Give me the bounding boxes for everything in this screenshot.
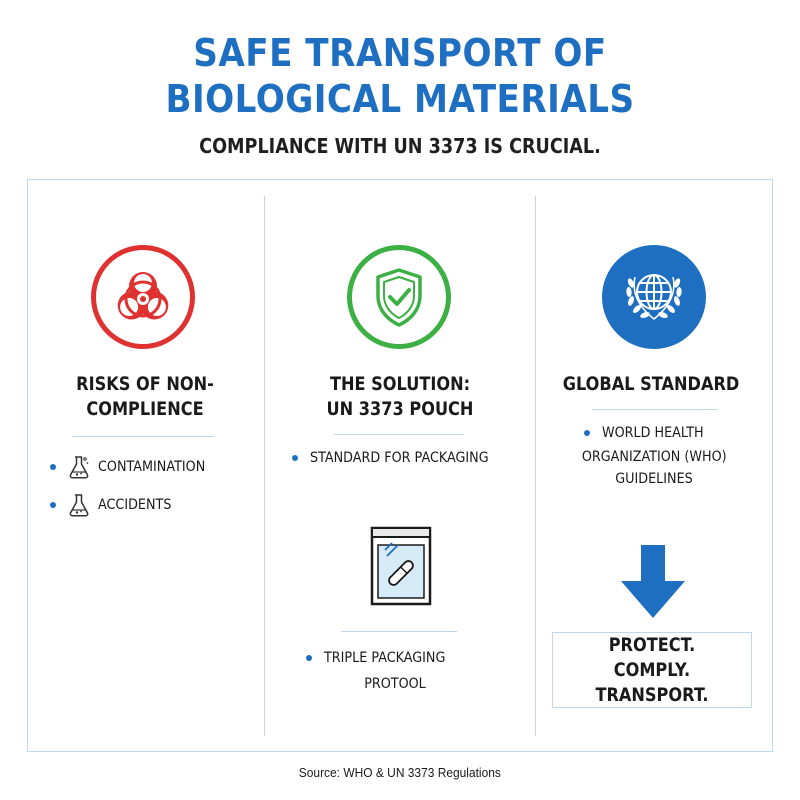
risks-heading-rule bbox=[72, 436, 214, 437]
list-item bbox=[50, 492, 181, 518]
global-heading: GLOBAL STANDARD bbox=[562, 373, 740, 395]
solution-heading-line-2: UN 3373 POUCH bbox=[326, 398, 474, 420]
solution-bottom-rule bbox=[341, 631, 457, 632]
list-item bbox=[50, 454, 220, 480]
bullet-dot bbox=[584, 430, 590, 436]
bullet-label-line-2: ORGANIZATION (WHO) bbox=[581, 449, 727, 465]
risks-heading-line-2: COMPLIENCE bbox=[86, 398, 204, 420]
bullet-dot bbox=[306, 655, 312, 661]
page-title bbox=[40, 30, 760, 122]
source-note bbox=[0, 765, 800, 780]
column-divider-2 bbox=[535, 196, 536, 736]
list-item bbox=[292, 450, 513, 466]
bullet-label-line-2: PROTOOL bbox=[364, 676, 426, 692]
globe-laurel-icon bbox=[602, 245, 706, 349]
bullet-dot bbox=[292, 455, 298, 461]
title-line-1: SAFE TRANSPORT OF bbox=[193, 31, 607, 75]
bullet-label-continued bbox=[320, 673, 470, 695]
cta-box bbox=[552, 632, 752, 708]
bullet-label: WORLD HEALTH bbox=[602, 425, 704, 441]
arrow-down-icon bbox=[620, 545, 686, 619]
shield-check-icon bbox=[347, 245, 451, 349]
bullet-label: CONTAMINATION bbox=[98, 459, 206, 475]
global-heading-rule bbox=[592, 409, 718, 410]
bullet-label-continued bbox=[556, 446, 752, 490]
solution-heading-rule bbox=[334, 434, 464, 435]
bullet-label: TRIPLE PACKAGING bbox=[324, 650, 446, 666]
solution-heading-line-1: THE SOLUTION: bbox=[329, 373, 471, 395]
biohazard-icon bbox=[91, 245, 195, 349]
flask-icon bbox=[66, 454, 92, 480]
list-item bbox=[306, 650, 462, 666]
source-text: Source: WHO & UN 3373 Regulations bbox=[298, 765, 502, 780]
bullet-dot bbox=[50, 464, 56, 470]
flask-icon bbox=[66, 492, 92, 518]
list-item bbox=[584, 425, 718, 441]
cta-text: PROTECT. COMPLY. TRANSPORT. bbox=[595, 633, 709, 706]
bullet-label-line-3: GUIDELINES bbox=[615, 471, 693, 487]
bullet-dot bbox=[50, 502, 56, 508]
title-line-2: BIOLOGICAL MATERIALS bbox=[165, 77, 635, 121]
solution-heading bbox=[311, 372, 490, 422]
risks-heading-line-1: RISKS OF NON- bbox=[76, 373, 214, 395]
column-divider-1 bbox=[264, 196, 265, 736]
bullet-label: STANDARD FOR PACKAGING bbox=[310, 450, 489, 466]
pouch-icon bbox=[370, 526, 432, 606]
bullet-label: ACCIDENTS bbox=[98, 497, 172, 513]
risks-heading bbox=[56, 372, 235, 422]
page-subtitle: COMPLIANCE WITH UN 3373 IS CRUCIAL. bbox=[199, 134, 601, 158]
